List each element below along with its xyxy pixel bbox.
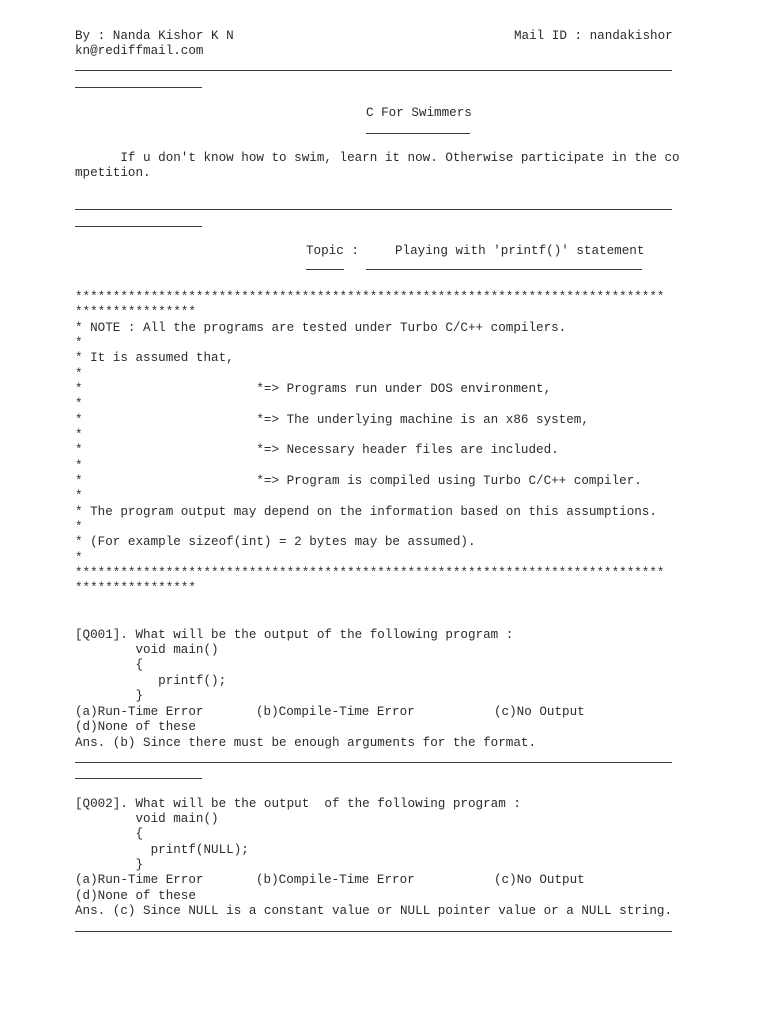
question-text: [Q001]. What will be the output of the following program :	[75, 628, 514, 642]
option-b: (b)Compile-Time Error	[256, 873, 415, 887]
note-line: *	[75, 428, 83, 442]
divider	[75, 762, 672, 763]
mail-label: Mail ID : nandakishor	[514, 29, 673, 43]
answer-text: Ans. (b) Since there must be enough arguments for the format.	[75, 736, 537, 750]
note-line: * It is assumed that,	[75, 351, 234, 365]
note-line: *	[75, 336, 83, 350]
answer-text: Ans. (c) Since NULL is a constant value or NULL pointer value or a NULL string.	[75, 904, 673, 918]
divider-short	[75, 778, 202, 779]
code-line: void main()	[75, 643, 219, 657]
star-border: ******************************************************************************	[75, 566, 665, 580]
option-c: (c)No Output	[494, 873, 585, 887]
intro-line: mpetition.	[75, 166, 151, 180]
note-line: *	[75, 489, 83, 503]
divider	[75, 70, 672, 71]
topic-label: Topic :	[306, 244, 359, 258]
intro-line: If u don't know how to swim, learn it now. Otherwise participate in the co	[75, 151, 680, 165]
topic-label-underline	[306, 269, 344, 270]
note-line: * (For example sizeof(int) = 2 bytes may be assumed).	[75, 535, 476, 549]
option-d: (d)None of these	[75, 720, 196, 734]
topic-text: Playing with 'printf()' statement	[395, 244, 645, 258]
code-line: void main()	[75, 812, 219, 826]
divider	[75, 931, 672, 932]
topic-text-underline	[366, 269, 642, 270]
page-title: C For Swimmers	[366, 106, 472, 120]
star-border: ****************	[75, 581, 196, 595]
option-b: (b)Compile-Time Error	[256, 705, 415, 719]
code-line: printf(NULL);	[75, 843, 249, 857]
code-line: }	[75, 689, 144, 703]
note-line: * NOTE : All the programs are tested under Turbo C/C++ compilers.	[75, 321, 567, 335]
author-line: By : Nanda Kishor K N	[75, 29, 234, 43]
note-line: *	[75, 459, 83, 473]
note-line: * *=> Program is compiled using Turbo C/C++ compiler.	[75, 474, 642, 488]
note-line: * *=> Programs run under DOS environment,	[75, 382, 552, 396]
option-a: (a)Run-Time Error	[75, 705, 204, 719]
question-text: [Q002]. What will be the output of the following program :	[75, 797, 521, 811]
code-line: {	[75, 658, 144, 672]
option-c: (c)No Output	[494, 705, 585, 719]
divider-short	[75, 87, 202, 88]
option-d: (d)None of these	[75, 889, 196, 903]
mail-continuation: kn@rediffmail.com	[75, 44, 204, 58]
note-line: * The program output may depend on the information based on this assumptions.	[75, 505, 657, 519]
note-line: *	[75, 551, 83, 565]
code-line: }	[75, 858, 144, 872]
note-line: *	[75, 367, 83, 381]
option-a: (a)Run-Time Error	[75, 873, 204, 887]
note-line: * *=> The underlying machine is an x86 system,	[75, 413, 589, 427]
star-border: ****************	[75, 305, 196, 319]
code-line: {	[75, 827, 144, 841]
note-line: *	[75, 397, 83, 411]
star-border: ******************************************************************************	[75, 290, 665, 304]
divider-short	[75, 226, 202, 227]
title-underline	[366, 133, 470, 134]
code-line: printf();	[75, 674, 227, 688]
divider	[75, 209, 672, 210]
note-line: * *=> Necessary header files are included.	[75, 443, 559, 457]
note-line: *	[75, 520, 83, 534]
